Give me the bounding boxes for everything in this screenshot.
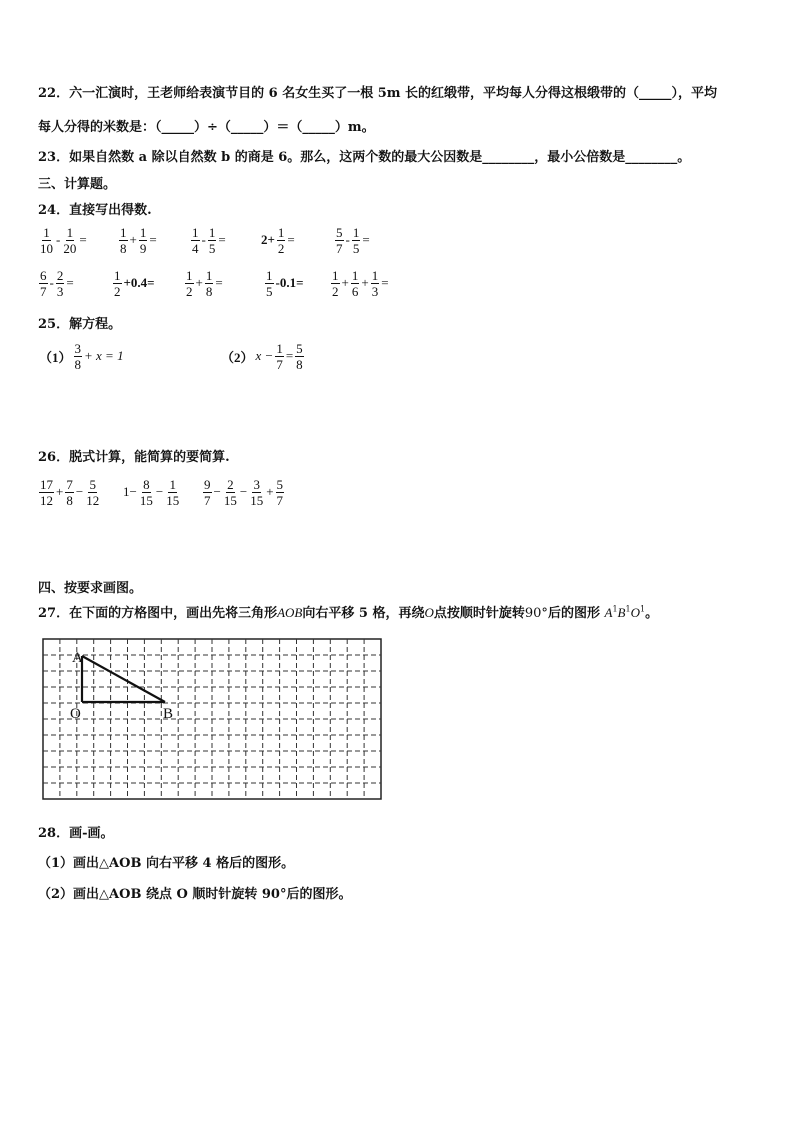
fraction: $\frac{3}{8}$ xyxy=(74,340,82,372)
q26-expr3: $\frac{9}{7}$ − $\frac{2}{15}$ − $\frac{3}{15}$ + $\frac{5}{7}$ xyxy=(204,476,284,508)
q24-item: $\frac{1}{2}$ +0.4= xyxy=(114,267,155,299)
fraction: $\frac{5}{7}$ xyxy=(336,224,343,256)
fraction: $\frac{5}{7}$ xyxy=(276,476,284,508)
fraction: $\frac{3}{15}$ xyxy=(250,476,264,508)
q22-line1: 22．六一汇演时，王老师给表演节目的 6 名女生买了一根 5m 长的红缎带，平均每人分得这根缎带的（_____），平均 xyxy=(38,86,718,101)
fraction: $\frac{1}{7}$ xyxy=(276,340,283,372)
fraction: $\frac{5}{12}$ xyxy=(86,476,100,508)
q24-item: $\frac{5}{7}$ - $\frac{1}{5}$ = xyxy=(336,224,370,256)
q24-item: $\frac{1}{10}$ - $\frac{1}{20}$ = xyxy=(40,224,87,256)
q26-title: 26．脱式计算，能简算的要简算. xyxy=(38,450,230,465)
q25-eq2: （2） x − $\frac{1}{7}$ = $\frac{5}{8}$ xyxy=(221,340,303,372)
triangle-side-ab xyxy=(82,656,165,702)
fraction: $\frac{2}{15}$ xyxy=(223,476,237,508)
fraction: $\frac{1}{2}$ xyxy=(277,224,285,256)
q24-item: $\frac{1}{8}$ + $\frac{1}{9}$ = xyxy=(120,224,157,256)
q25-title: 25．解方程。 xyxy=(38,317,122,332)
q28-title: 28．画-画。 xyxy=(38,826,114,841)
q24-item: $\frac{1}{2}$ + $\frac{1}{6}$ + $\frac{1}{3}$ = xyxy=(332,267,389,299)
q26-expr1: $\frac{17}{12}$ + $\frac{7}{8}$ − $\frac{5}{12}$ xyxy=(40,476,100,508)
fraction: $\frac{1}{10}$ xyxy=(40,224,53,256)
fraction: $\frac{5}{8}$ xyxy=(296,340,303,372)
fraction: $\frac{9}{7}$ xyxy=(204,476,211,508)
label-b: B xyxy=(163,706,174,722)
q27-grid-figure xyxy=(40,636,385,802)
fraction: $\frac{1}{2}$ xyxy=(114,267,121,299)
q28-item2: （2）画出△AOB 绕点 O 顺时针旋转 90°后的图形。 xyxy=(38,887,352,902)
q24-title: 24．直接写出得数. xyxy=(38,203,152,218)
q24-item: $\frac{6}{7}$ - $\frac{2}{3}$ = xyxy=(40,267,74,299)
q25-eq1: （1） $\frac{3}{8}$ + x = 1 xyxy=(39,340,124,372)
q24-item: $\frac{1}{5}$ -0.1= xyxy=(266,267,304,299)
fraction: $\frac{1}{5}$ xyxy=(266,267,273,299)
q24-item: $\frac{1}{2}$ + $\frac{1}{8}$ = xyxy=(186,267,223,299)
q24-item: 2+ $\frac{1}{2}$ = xyxy=(261,224,295,256)
q22-line2: 每人分得的米数是：（_____）÷（_____）＝（_____）m。 xyxy=(38,120,375,135)
fraction: $\frac{1}{8}$ xyxy=(120,224,127,256)
section-3-heading: 三、计算题。 xyxy=(38,177,117,192)
label-a: A xyxy=(72,650,83,666)
fraction: $\frac{6}{7}$ xyxy=(40,267,47,299)
q28-item1: （1）画出△AOB 向右平移 4 格后的图形。 xyxy=(38,856,295,871)
q23-text: 23．如果自然数 a 除以自然数 b 的商是 6。那么，这两个数的最大公因数是________，最小公倍数是________。 xyxy=(38,150,691,165)
fraction: $\frac{1}{5}$ xyxy=(352,224,360,256)
fraction: $\frac{7}{8}$ xyxy=(66,476,73,508)
fraction: $\frac{17}{12}$ xyxy=(40,476,53,508)
section-4-heading: 四、按要求画图。 xyxy=(38,581,143,596)
fraction: $\frac{1}{20}$ xyxy=(63,224,77,256)
fraction: $\frac{2}{3}$ xyxy=(56,267,64,299)
fraction: $\frac{1}{2}$ xyxy=(332,267,339,299)
fraction: $\frac{1}{6}$ xyxy=(351,267,359,299)
label-o: O xyxy=(70,706,81,722)
q24-item: $\frac{1}{4}$ - $\frac{1}{5}$ = xyxy=(192,224,226,256)
fraction: $\frac{1}{5}$ xyxy=(208,224,216,256)
fraction: $\frac{1}{2}$ xyxy=(186,267,193,299)
fraction: $\frac{1}{3}$ xyxy=(371,267,379,299)
q27-text: 27．在下面的方格图中，画出先将三角形AOB向右平移 5 格，再绕O点按顺时针旋转90°后的图形 $A^1B^1O^1$。 xyxy=(38,604,659,621)
fraction: $\frac{1}{4}$ xyxy=(192,224,199,256)
fraction: $\frac{8}{15}$ xyxy=(139,476,153,508)
fraction: $\frac{1}{9}$ xyxy=(139,224,147,256)
q26-expr2: 1− $\frac{8}{15}$ − $\frac{1}{15}$ xyxy=(123,476,180,508)
fraction: $\frac{1}{8}$ xyxy=(205,267,213,299)
fraction: $\frac{1}{15}$ xyxy=(166,476,180,508)
